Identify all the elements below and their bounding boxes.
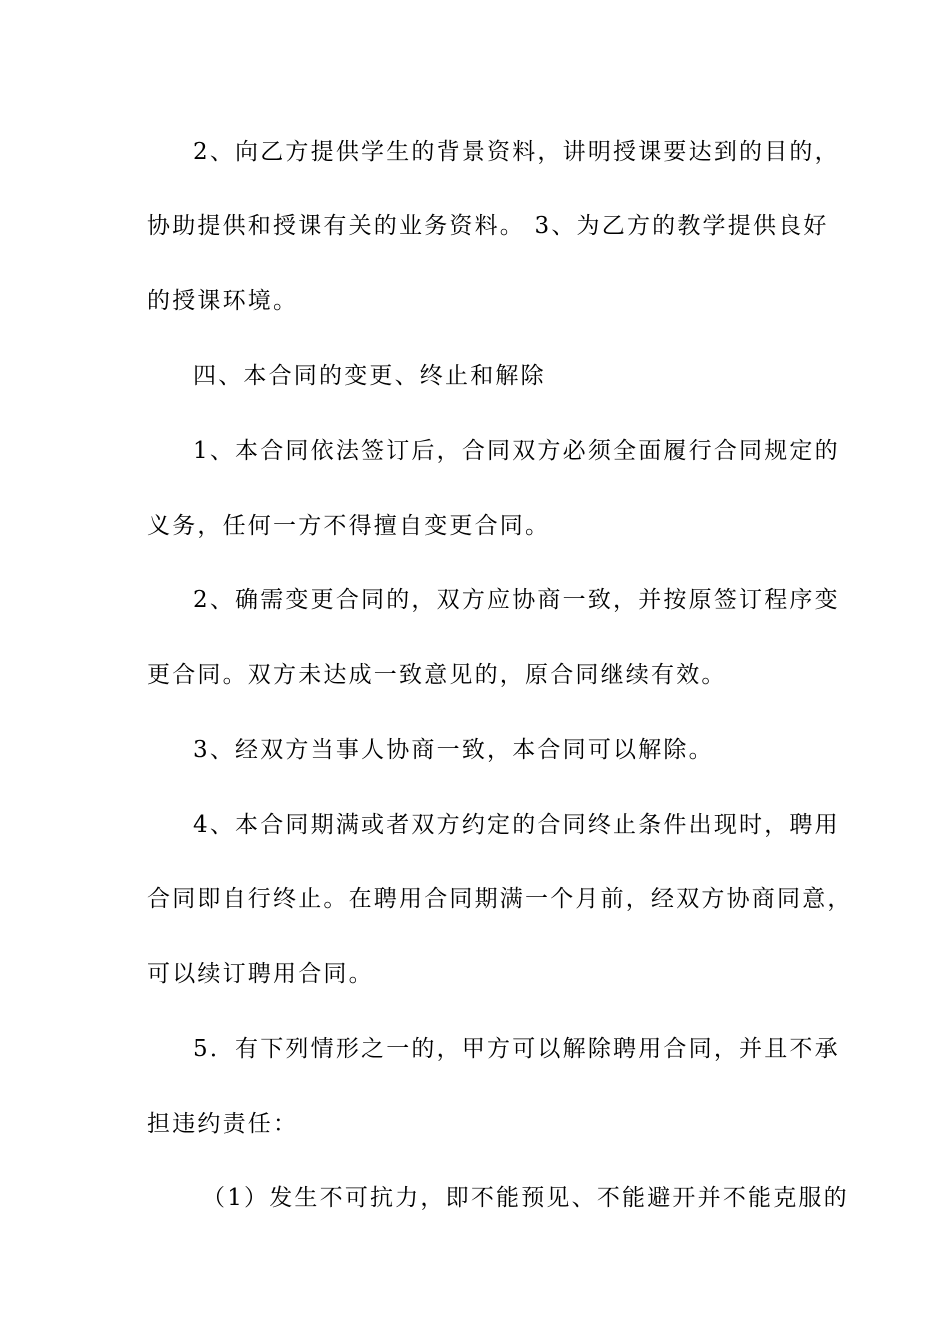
text-line: 4、本合同期满或者双方约定的合同终止条件出现时，聘用 (193, 812, 840, 838)
text-line: 可以续订聘用合同。 (147, 961, 374, 987)
section-heading: 四、本合同的变更、终止和解除 (193, 363, 546, 389)
text-line: 的授课环境。 (147, 288, 299, 314)
text-line: 2、确需变更合同的，双方应协商一致，并按原签订程序变 (193, 587, 840, 613)
text-line: 5．有下列情形之一的，甲方可以解除聘用合同，并且不承 (193, 1036, 840, 1062)
text-line: 担违约责任： (147, 1111, 299, 1137)
text-line: 1、本合同依法签订后，合同双方必须全面履行合同规定的 (193, 438, 840, 464)
text-line: 协助提供和授课有关的业务资料。 3、为乙方的教学提供良好 (147, 213, 829, 239)
text-line: 3、经双方当事人协商一致，本合同可以解除。 (193, 737, 714, 763)
text-line: 更合同。双方未达成一致意见的，原合同继续有效。 (147, 662, 727, 688)
text-line: （1）发生不可抗力，即不能预见、不能避开并不能克服的 (202, 1185, 849, 1211)
text-line: 2、向乙方提供学生的背景资料，讲明授课要达到的目的， (193, 139, 840, 165)
text-line: 合同即自行终止。在聘用合同期满一个月前，经双方协商同意， (147, 886, 853, 912)
text-line: 义务，任何一方不得擅自变更合同。 (147, 513, 551, 539)
